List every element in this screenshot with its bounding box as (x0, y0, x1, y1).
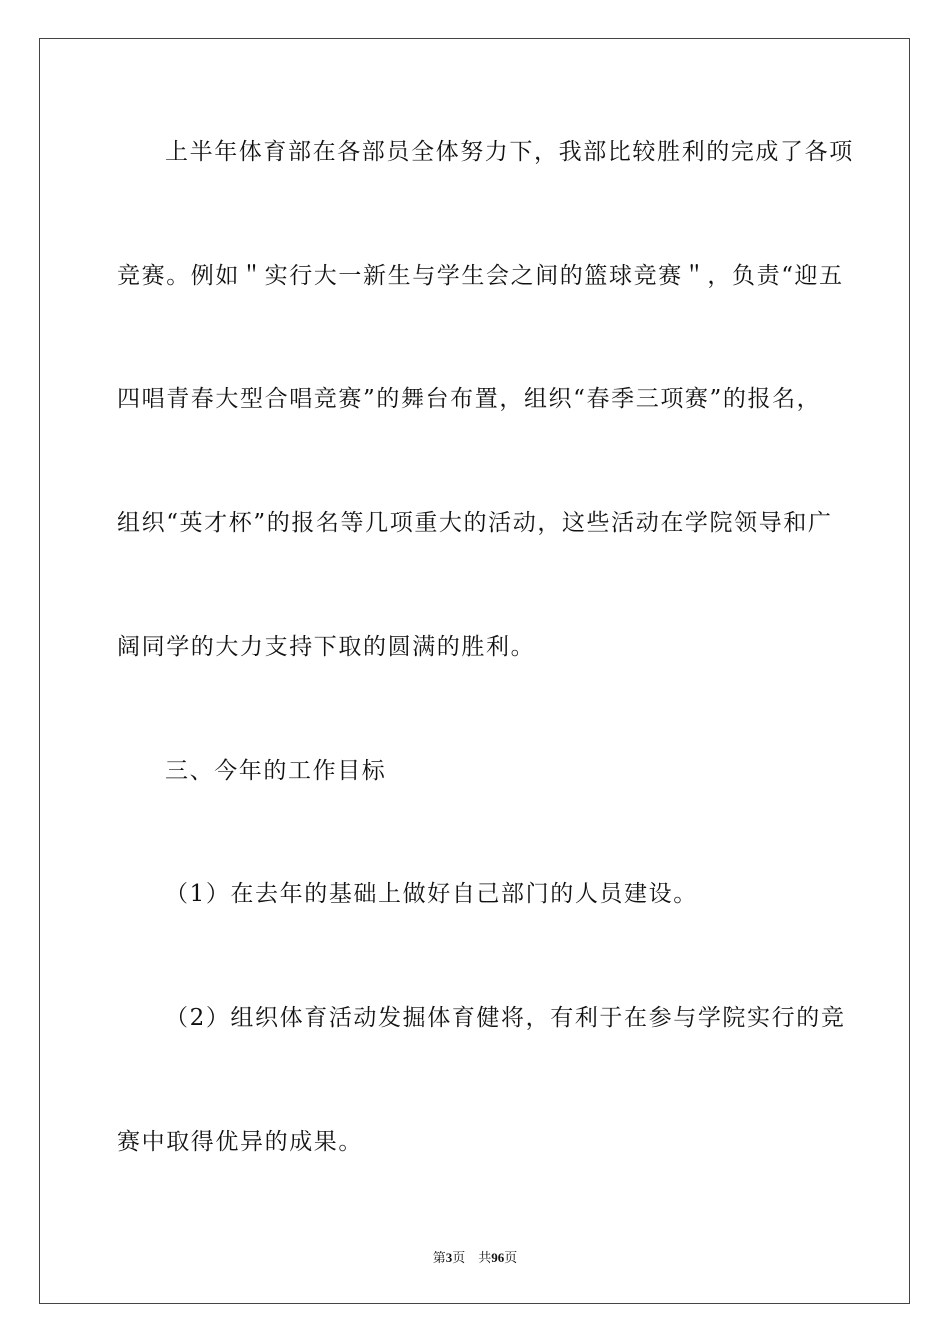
paragraph-line: 组织“英才杯”的报名等几项重大的活动，这些活动在学院领导和广 (117, 510, 833, 536)
section-heading: 三、今年的工作目标 (165, 758, 387, 784)
list-item: （2）组织体育活动发掘体育健将，有利于在参与学院实行的竞 (165, 1005, 846, 1031)
paragraph-line: 上半年体育部在各部员全体努力下，我部比较胜利的完成了各项 (165, 139, 854, 165)
paragraph-line: 四唱青春大型合唱竞赛”的舞台布置，组织“春季三项赛”的报名， (117, 386, 822, 412)
paragraph-line: 阔同学的大力支持下取的圆满的胜利。 (117, 634, 536, 660)
footer-prefix: 第 (432, 1251, 446, 1266)
page-border (39, 38, 910, 1304)
paragraph-line: 竞赛。例如＂实行大一新生与学生会之间的篮球竞赛＂，负责“迎五 (117, 263, 844, 289)
footer-total-pages: 96 (491, 1250, 505, 1265)
list-item-continuation: 赛中取得优异的成果。 (117, 1129, 363, 1155)
page-footer (0, 1247, 950, 1266)
footer-page-number: 3 (445, 1250, 453, 1265)
list-item: （1）在去年的基础上做好自己部门的人员建设。 (165, 881, 698, 907)
footer-mid: 页 共 (452, 1251, 492, 1266)
footer-suffix: 页 (504, 1251, 518, 1266)
